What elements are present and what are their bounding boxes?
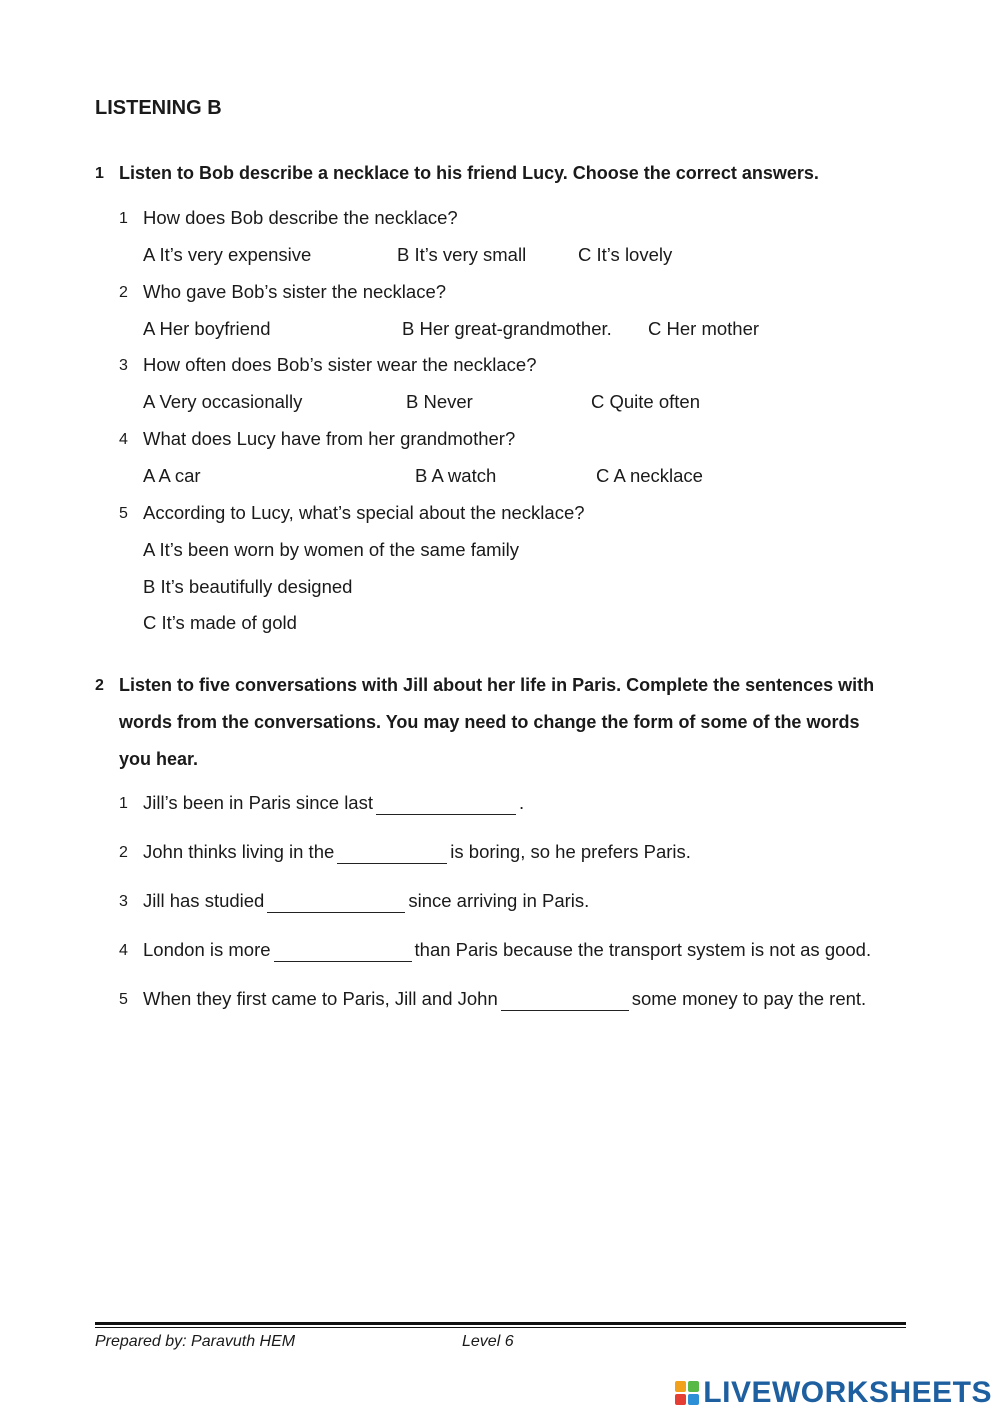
sentence-text-after: than Paris because the transport system is not as good.	[414, 939, 872, 960]
answer-option[interactable]: A Her boyfriend	[143, 318, 271, 339]
liveworksheets-brand[interactable]	[674, 1376, 992, 1410]
question-text: How often does Bob’s sister wear the necklace?	[143, 354, 537, 375]
sentence-text-before: Jill’s been in Paris since last	[143, 792, 373, 813]
answer-option[interactable]: C Her mother	[648, 318, 760, 339]
answer-blank-input[interactable]	[274, 943, 412, 962]
question-number: 5	[119, 505, 128, 522]
answer-option[interactable]: C It’s made of gold	[143, 612, 297, 633]
sentence-text-before: John thinks living in the	[143, 841, 335, 862]
question-number: 2	[119, 284, 128, 301]
answer-option[interactable]: C A necklace	[596, 465, 703, 486]
answer-option[interactable]: C It’s lovely	[578, 244, 673, 265]
sentence-number: 1	[119, 795, 128, 812]
answer-option[interactable]: A Very occasionally	[143, 391, 303, 412]
sentence-text-before: When they first came to Paris, Jill and John	[143, 988, 498, 1009]
exercise-2-instruction: Listen to five conversations with Jill about her life in Paris. Complete the sentences with words from the conversations. You may need to change the form of some of the words you hear.	[119, 675, 875, 769]
answer-option[interactable]: A A car	[143, 465, 201, 486]
question-text: According to Lucy, what’s special about the necklace?	[143, 502, 585, 523]
question-text: Who gave Bob’s sister the necklace?	[143, 281, 447, 302]
exercise-1-instruction: Listen to Bob describe a necklace to his friend Lucy. Choose the correct answers.	[119, 163, 819, 183]
answer-option[interactable]: B A watch	[415, 465, 497, 486]
footer-divider	[95, 1322, 906, 1325]
question-number: 1	[119, 210, 128, 227]
footer-divider-thin	[95, 1327, 906, 1328]
footer-prepared-by: Prepared by: Paravuth HEM	[95, 1333, 296, 1350]
answer-option[interactable]: A It’s very expensive	[143, 244, 312, 265]
answer-option[interactable]: B It’s beautifully designed	[143, 576, 353, 597]
sentence-text-after: is boring, so he prefers Paris.	[450, 841, 691, 862]
answer-option[interactable]: B Her great-grandmother.	[402, 318, 612, 339]
answer-option[interactable]: A It’s been worn by women of the same family	[143, 539, 520, 560]
sentence-number: 3	[119, 893, 128, 910]
page-title: LISTENING B	[95, 97, 222, 119]
footer-level: Level 6	[462, 1333, 514, 1350]
sentence-number: 5	[119, 991, 128, 1008]
question-number: 4	[119, 431, 128, 448]
answer-blank-input[interactable]	[267, 894, 405, 913]
sentence-text-after: .	[519, 792, 525, 813]
answer-blank-input[interactable]	[376, 796, 516, 815]
sentence-text-before: London is more	[143, 939, 271, 960]
sentence-text-after: since arriving in Paris.	[408, 890, 590, 911]
exercise-2-number: 2	[95, 677, 104, 694]
answer-option[interactable]: B Never	[406, 391, 473, 412]
answer-option[interactable]: B It’s very small	[397, 244, 527, 265]
brand-name: LIVEWORKSHEETS	[703, 1376, 992, 1409]
question-number: 3	[119, 357, 128, 374]
sentence-text-before: Jill has studied	[143, 890, 265, 911]
answer-blank-input[interactable]	[337, 845, 447, 864]
answer-blank-input[interactable]	[501, 992, 629, 1011]
sentence-text-after: some money to pay the rent.	[631, 988, 867, 1009]
question-text: How does Bob describe the necklace?	[143, 207, 458, 228]
question-text: What does Lucy have from her grandmother?	[143, 428, 516, 449]
sentence-number: 4	[119, 942, 128, 959]
sentence-number: 2	[119, 844, 128, 861]
exercise-1-number: 1	[95, 165, 104, 182]
answer-option[interactable]: C Quite often	[591, 391, 701, 412]
liveworksheets-logo-icon	[674, 1380, 700, 1406]
